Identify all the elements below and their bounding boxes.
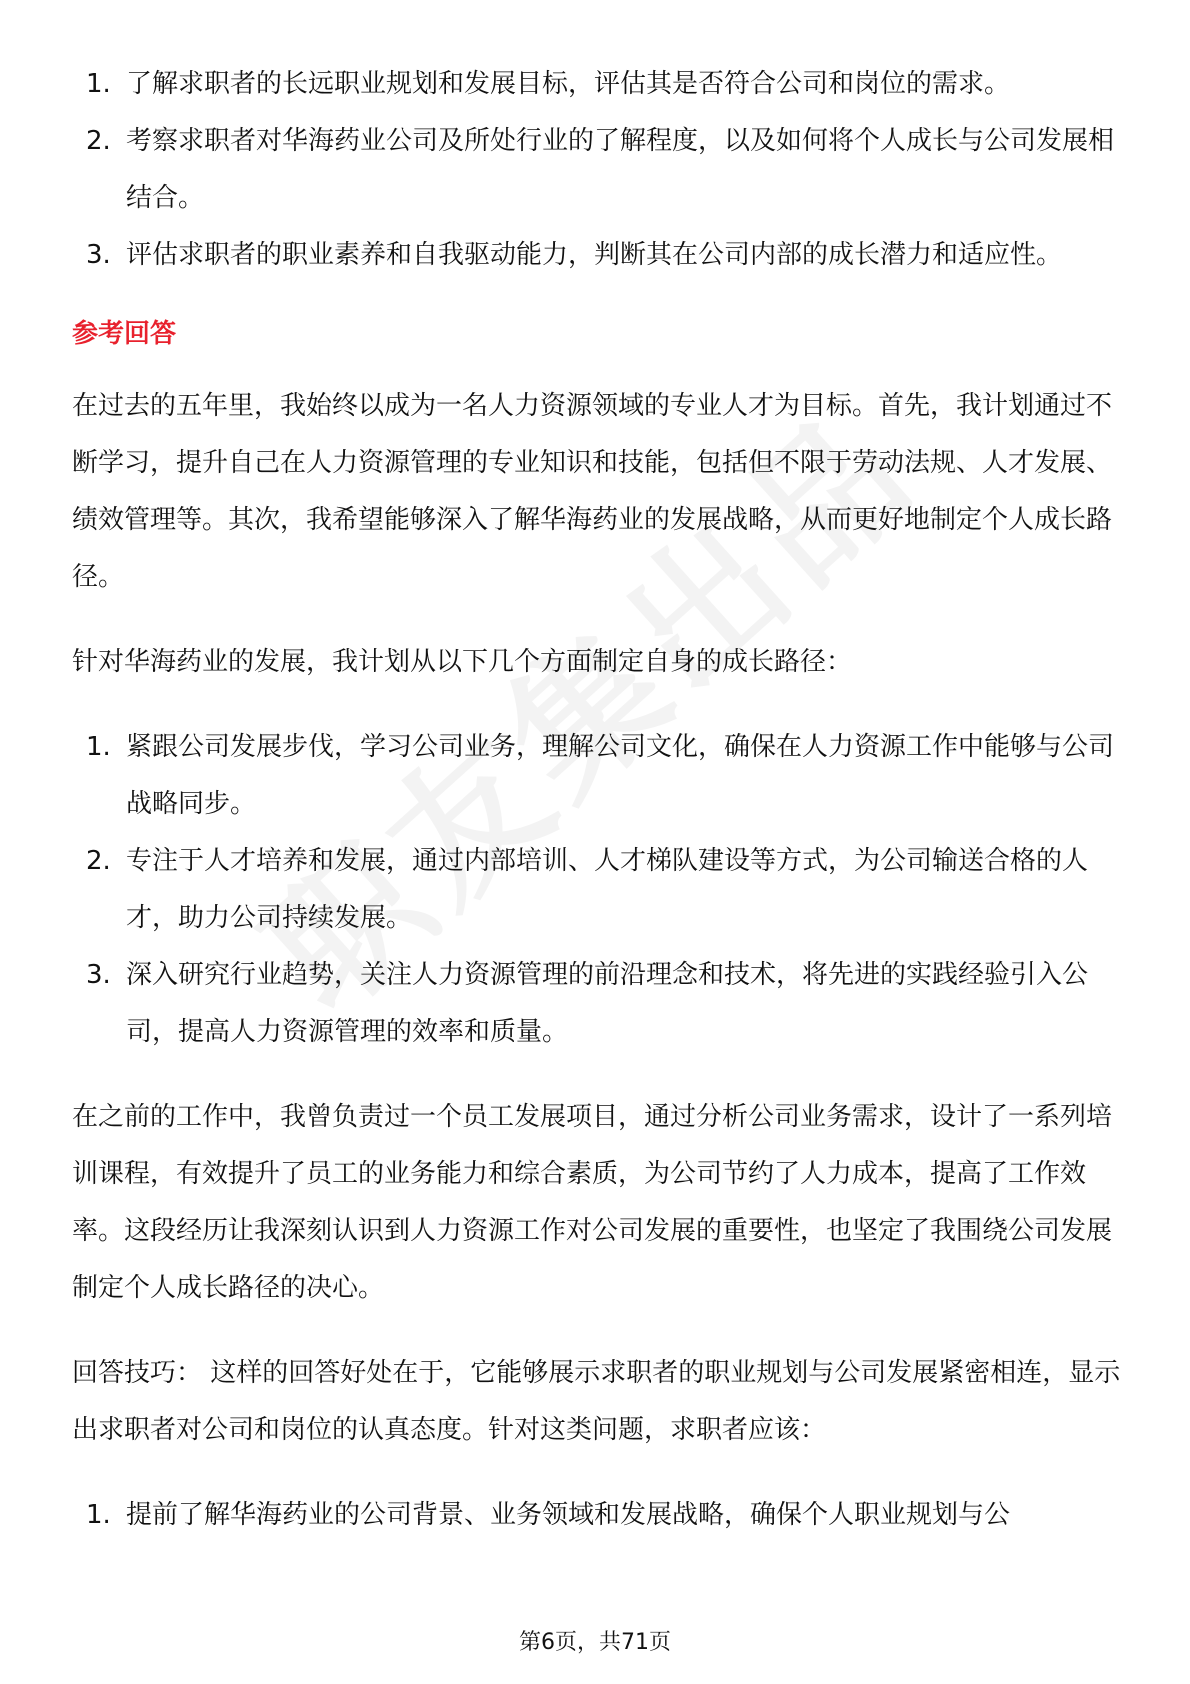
list-item [72, 227, 1122, 284]
paragraph: 在过去的五年里，我始终以成为一名人力资源领域的专业人才为目标。首先，我计划通过不断学习，提升自己在人力资源管理的专业知识和技能，包括但不限于劳动法规、人才发展、绩效管理等。其次，我希望能够深入了解华海药业的发展战略，从而更好地制定个人成长路径。 [72, 391, 1113, 592]
list-item [72, 719, 1122, 833]
list-item-number: 3. [86, 960, 111, 990]
list-item-text: 提前了解华海药业的公司背景、业务领域和发展战略，确保个人职业规划与公 [126, 1500, 1011, 1530]
list-item-number: 3. [86, 240, 111, 270]
list-item-text: 评估求职者的职业素养和自我驱动能力，判断其在公司内部的成长潜力和适应性。 [126, 240, 1063, 270]
growth-path-list [72, 719, 1122, 1061]
answer-tips-paragraph: 回答技巧： 这样的回答好处在于，它能够展示求职者的职业规划与公司发展紧密相连，显示出求职者对公司和岗位的认真态度。针对这类问题，求职者应该： [72, 1358, 1121, 1445]
list-item-number: 1. [86, 69, 111, 99]
paragraph: 针对华海药业的发展，我计划从以下几个方面制定自身的成长路径： [72, 647, 853, 677]
list-item-text: 了解求职者的长远职业规划和发展目标，评估其是否符合公司和岗位的需求。 [126, 69, 1011, 99]
page-number: 第6页，共71页 [519, 1630, 671, 1655]
list-item [72, 833, 1122, 947]
list-item-text: 深入研究行业趋势，关注人力资源管理的前沿理念和技术，将先进的实践经验引入公司，提高人力资源管理的效率和质量。 [126, 960, 1089, 1047]
list-item [72, 947, 1122, 1061]
list-item [72, 113, 1122, 227]
paragraph: 在之前的工作中，我曾负责过一个员工发展项目，通过分析公司业务需求，设计了一系列培训课程，有效提升了员工的业务能力和综合素质，为公司节约了人力成本，提高了工作效率。这段经历让我深刻认识到人力资源工作对公司发展的重要性，也坚定了我围绕公司发展制定个人成长路径的决心。 [72, 1102, 1113, 1303]
list-item-text: 紧跟公司发展步伐，学习公司业务，理解公司文化，确保在人力资源工作中能够与公司战略同步。 [126, 732, 1115, 819]
list-item-text: 考察求职者对华海药业公司及所处行业的了解程度，以及如何将个人成长与公司发展相结合。 [126, 126, 1115, 213]
list-item-number: 2. [86, 846, 111, 876]
evaluation-points-list [72, 56, 1122, 284]
list-item-text: 专注于人才培养和发展，通过内部培训、人才梯队建设等方式，为公司输送合格的人才，助力公司持续发展。 [126, 846, 1089, 933]
document-body [72, 56, 1122, 1544]
list-item-number: 1. [86, 732, 111, 762]
list-item-number: 2. [86, 126, 111, 156]
list-item [72, 56, 1122, 113]
list-item [72, 1487, 1122, 1544]
list-item-number: 1. [86, 1500, 111, 1530]
section-title: 参考回答 [72, 319, 177, 349]
tips-list [72, 1487, 1122, 1544]
